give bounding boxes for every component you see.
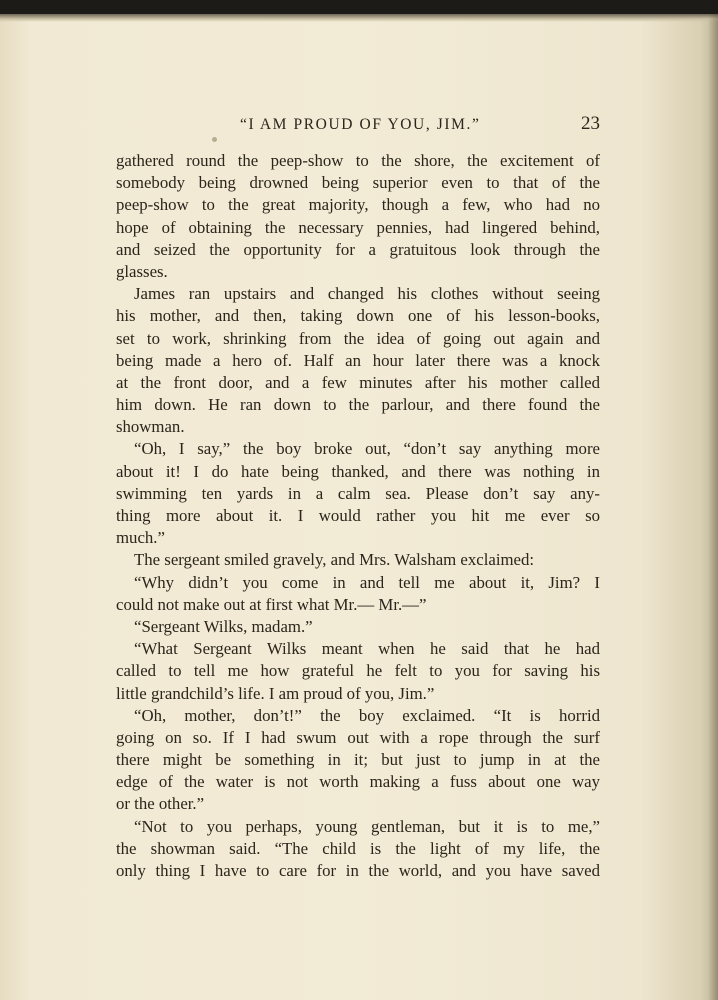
text-line: “Oh, mother, don’t!” the boy exclaimed. “It is horrid	[134, 705, 600, 725]
text-line: peep-show to the great majority, though a few, who had no	[116, 195, 600, 215]
text-line: going on so. If I had swum out with a rope through the surf	[116, 727, 600, 747]
text-line: gathered round the peep-show to the shore, the excitement of	[116, 151, 600, 170]
page-right-edge-shadow	[708, 14, 718, 1000]
text-line: somebody being drowned being superior even to that of the	[116, 173, 600, 193]
text-line: called to tell me how grateful he felt to you for saving his	[116, 661, 600, 681]
text-line: little grandchild’s life. I am proud of you, Jim.”	[116, 683, 435, 703]
page-top-shadow	[0, 14, 718, 22]
text-line: his mother, and then, taking down one of his lesson-books,	[116, 306, 600, 326]
text-line: being made a hero of. Half an hour later there was a knock	[116, 350, 600, 370]
text-line: him down. He ran down to the parlour, and there found the	[116, 395, 600, 415]
text-line: “Oh, I say,” the boy broke out, “don’t say anything more	[134, 439, 600, 459]
text-line: The sergeant smiled gravely, and Mrs. Walsham exclaimed:	[134, 550, 535, 570]
text-line: only thing I have to care for in the world, and you have saved	[116, 861, 600, 880]
text-line: there might be something in it; but just to jump in at the	[116, 750, 600, 770]
text-line: “What Sergeant Wilks meant when he said that he had	[134, 639, 600, 659]
text-line: hope of obtaining the necessary pennies, had lingered behind,	[116, 217, 600, 237]
body-text	[116, 150, 600, 882]
text-line: could not make out at first what Mr.— Mr.—”	[116, 594, 427, 614]
text-line: “Not to you perhaps, young gentleman, but it is to me,”	[134, 816, 600, 836]
text-line: “Why didn’t you come in and tell me about it, Jim? I	[134, 572, 600, 592]
running-head-title: “I AM PROUD OF YOU, JIM.”	[240, 116, 481, 133]
scan-top-edge	[0, 0, 718, 14]
text-line: at the front door, and a few minutes after his mother called	[116, 372, 600, 392]
text-line: about it! I do hate being thanked, and there was nothing in	[116, 461, 600, 481]
running-head	[118, 113, 600, 140]
text-line: or the other.”	[116, 794, 205, 814]
text-line: “Sergeant Wilks, madam.”	[134, 616, 313, 636]
text-line: swimming ten yards in a calm sea. Please don’t say any-	[116, 483, 600, 503]
text-line: the showman said. “The child is the light of my life, the	[116, 838, 600, 858]
text-line: much.”	[116, 528, 165, 548]
text-line: edge of the water is not worth making a fuss about one way	[116, 772, 600, 792]
text-line: thing more about it. I would rather you hit me ever so	[116, 506, 600, 525]
text-line: set to work, shrinking from the idea of going out again and	[116, 328, 600, 348]
text-line: James ran upstairs and changed his clothes without seeing	[134, 284, 600, 304]
page-number: 23	[581, 113, 600, 134]
text-line: showman.	[116, 417, 185, 437]
text-line: and seized the opportunity for a gratuitous look through the	[116, 239, 600, 259]
text-line: glasses.	[116, 261, 168, 281]
